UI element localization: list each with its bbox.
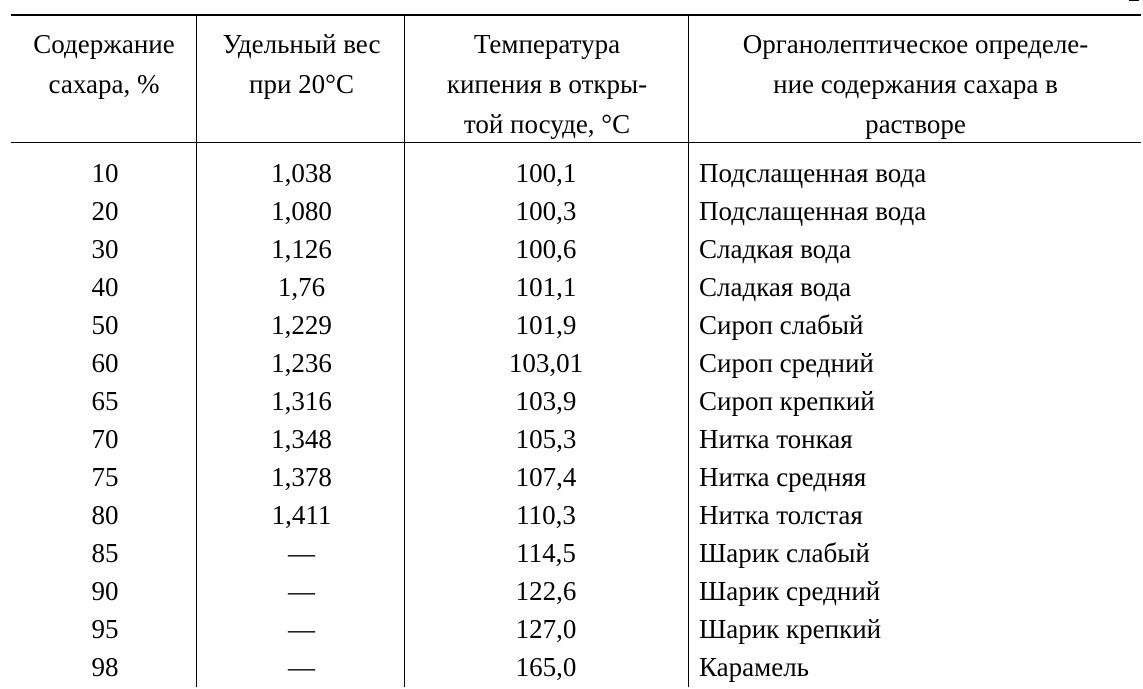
table-body xyxy=(0,156,1143,688)
table-row xyxy=(0,422,1143,460)
table-row xyxy=(0,498,1143,536)
cell-boiling-temperature: 110,3 xyxy=(516,500,576,530)
table-row xyxy=(0,270,1143,308)
cell-specific-gravity: 1,411 xyxy=(271,500,332,530)
cell-sugar-content: 65 xyxy=(91,386,119,416)
cell-boiling-temperature: 165,0 xyxy=(515,652,577,682)
cell-boiling-temperature: 101,1 xyxy=(515,272,577,302)
cell-sugar-content: 40 xyxy=(91,272,119,302)
cell-boiling-temperature: 103,01 xyxy=(508,348,584,378)
cell-specific-gravity: 1,229 xyxy=(271,310,332,340)
cell-sugar-content: 20 xyxy=(91,196,119,226)
cell-specific-gravity: — xyxy=(288,538,315,568)
cell-organoleptic: Сладкая вода xyxy=(699,272,852,302)
cell-sugar-content: 75 xyxy=(91,462,119,492)
corner-mark xyxy=(1129,0,1139,3)
cell-boiling-temperature: 127,0 xyxy=(515,614,577,644)
cell-organoleptic: Шарик слабый xyxy=(699,538,870,568)
cell-boiling-temperature: 101,9 xyxy=(515,310,577,340)
cell-organoleptic: Сироп крепкий xyxy=(699,386,875,416)
cell-specific-gravity: 1,348 xyxy=(271,424,332,454)
table-row xyxy=(0,194,1143,232)
cell-sugar-content: 90 xyxy=(91,576,119,606)
cell-specific-gravity: — xyxy=(288,614,315,644)
table-row xyxy=(0,612,1143,650)
table-row xyxy=(0,574,1143,612)
table-row xyxy=(0,460,1143,498)
cell-boiling-temperature: 114,5 xyxy=(516,538,576,568)
cell-specific-gravity: 1,080 xyxy=(271,196,332,226)
cell-specific-gravity: 1,038 xyxy=(271,158,332,188)
cell-specific-gravity: 1,378 xyxy=(271,462,332,492)
cell-sugar-content: 80 xyxy=(91,500,119,530)
cell-boiling-temperature: 100,3 xyxy=(515,196,577,226)
table-row xyxy=(0,650,1143,688)
table-row xyxy=(0,156,1143,194)
cell-specific-gravity: 1,126 xyxy=(271,234,332,264)
cell-boiling-temperature: 100,1 xyxy=(515,158,577,188)
cell-sugar-content: 60 xyxy=(91,348,119,378)
table-row xyxy=(0,232,1143,270)
cell-specific-gravity: — xyxy=(288,652,315,682)
cell-boiling-temperature: 105,3 xyxy=(515,424,577,454)
cell-sugar-content: 85 xyxy=(91,538,119,568)
cell-boiling-temperature: 103,9 xyxy=(515,386,577,416)
header-boiling-temperature: Температура кипения в откры- той посуде, °С xyxy=(446,29,648,139)
header-specific-gravity: Удельный вес при 20°С xyxy=(222,29,381,99)
cell-organoleptic: Сладкая вода xyxy=(699,234,852,264)
cell-sugar-content: 50 xyxy=(91,310,119,340)
cell-organoleptic: Нитка толстая xyxy=(699,500,863,530)
table-row xyxy=(0,536,1143,574)
cell-organoleptic: Нитка тонкая xyxy=(699,424,853,454)
cell-organoleptic: Шарик крепкий xyxy=(699,614,882,644)
header-organoleptic: Органолептическое определе- ние содержания сахара в растворе xyxy=(742,29,1089,139)
cell-sugar-content: 10 xyxy=(91,158,119,188)
cell-organoleptic: Сироп средний xyxy=(699,348,874,378)
cell-sugar-content: 95 xyxy=(91,614,119,644)
header-sugar-content: Содержание сахара, % xyxy=(33,29,175,99)
cell-sugar-content: 98 xyxy=(91,652,119,682)
cell-specific-gravity: 1,76 xyxy=(277,272,326,302)
cell-specific-gravity: 1,316 xyxy=(271,386,332,416)
table-row xyxy=(0,384,1143,422)
cell-organoleptic: Нитка средняя xyxy=(699,462,867,492)
table-row xyxy=(0,308,1143,346)
cell-specific-gravity: — xyxy=(288,576,315,606)
cell-organoleptic: Сироп слабый xyxy=(699,310,864,340)
cell-organoleptic: Подслащенная вода xyxy=(699,158,927,188)
table-row xyxy=(0,346,1143,384)
cell-sugar-content: 30 xyxy=(91,234,119,264)
cell-organoleptic: Карамель xyxy=(699,652,809,682)
cell-organoleptic: Подслащенная вода xyxy=(699,196,927,226)
cell-boiling-temperature: 100,6 xyxy=(515,234,577,264)
cell-specific-gravity: 1,236 xyxy=(271,348,332,378)
cell-organoleptic: Шарик средний xyxy=(699,576,881,606)
cell-sugar-content: 70 xyxy=(91,424,119,454)
cell-boiling-temperature: 107,4 xyxy=(515,462,577,492)
cell-boiling-temperature: 122,6 xyxy=(515,576,577,606)
